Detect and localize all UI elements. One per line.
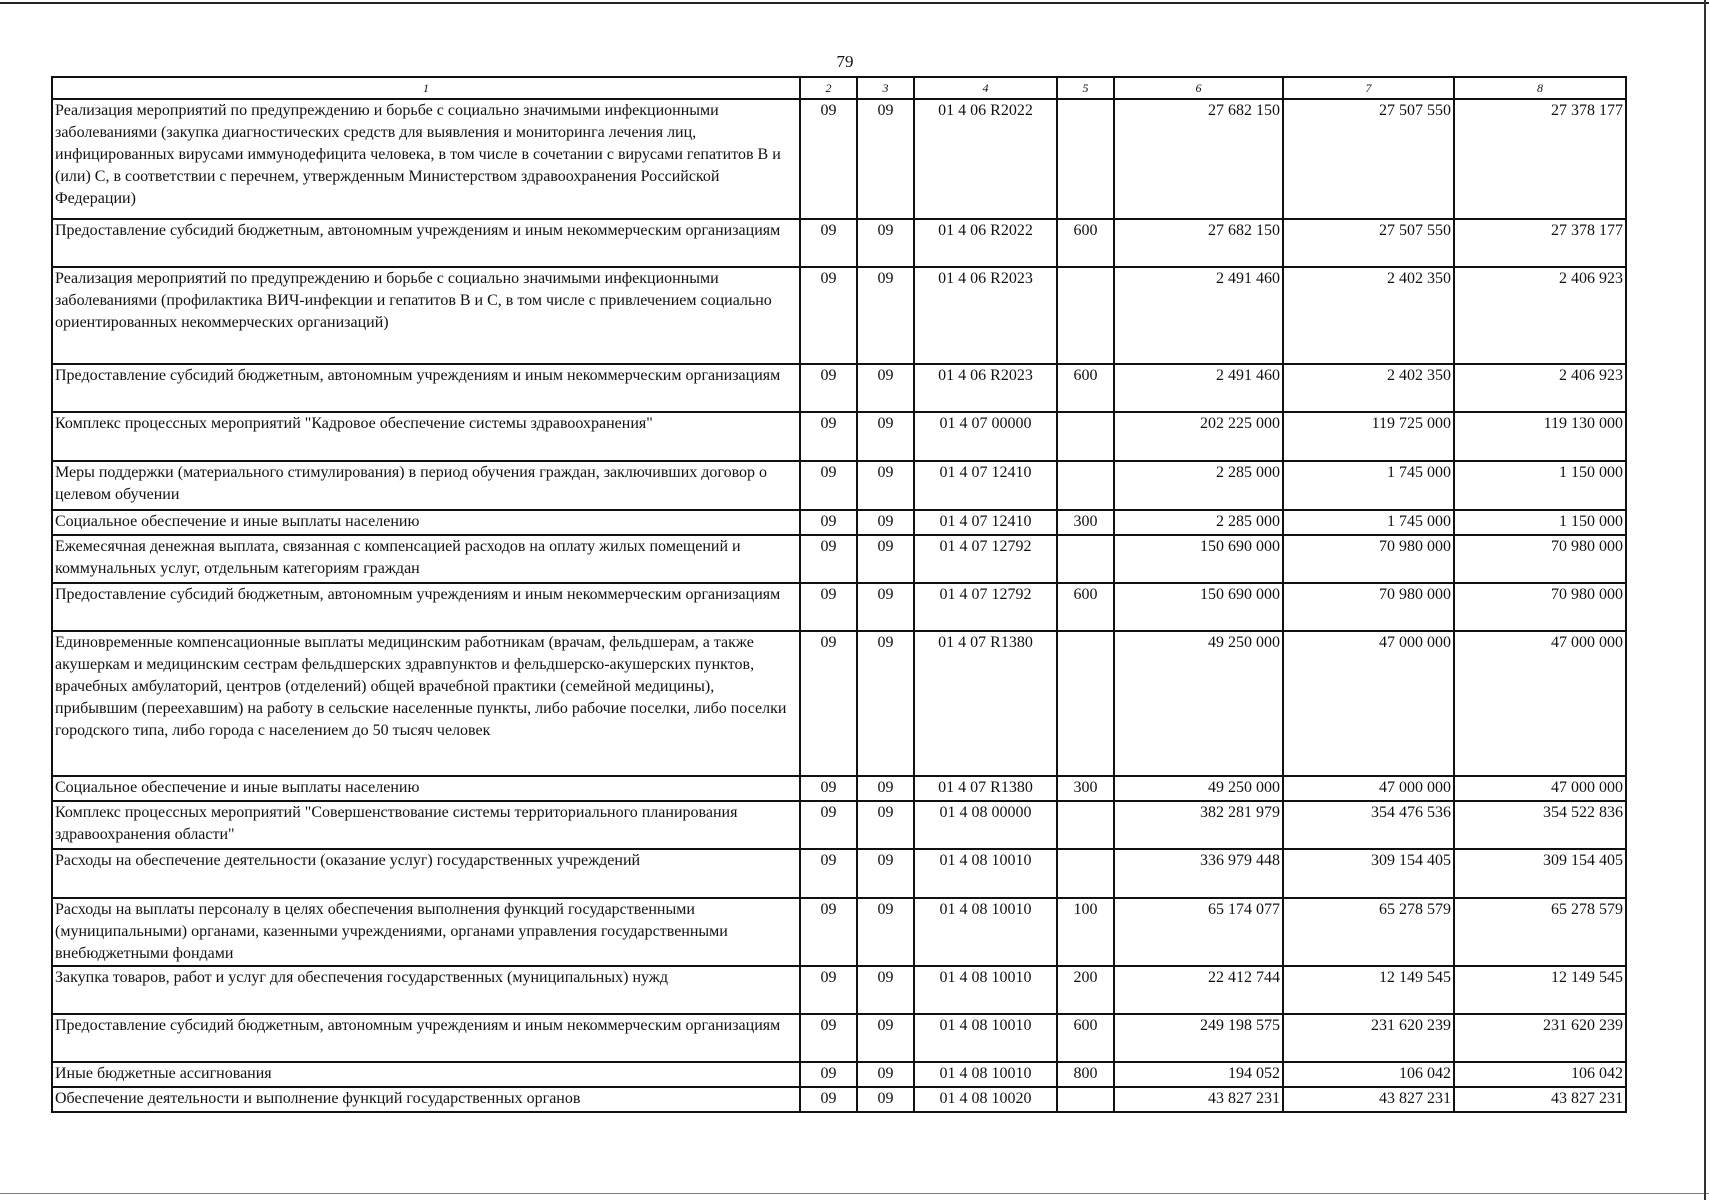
subsection-code-cell: 09	[857, 219, 914, 267]
row-name-cell: Расходы на выплаты персоналу в целях обеспечения выполнения функций государственными (муниципальными) органами, казенными учреждениями, органами управления государственными внебюджетными фондами	[52, 898, 800, 966]
section-code-cell: 09	[800, 631, 857, 776]
target-article-cell: 01 4 07 00000	[914, 412, 1057, 461]
row-name-cell: Обеспечение деятельности и выполнение функций государственных органов	[52, 1087, 800, 1112]
amount-year2-cell: 27 507 550	[1283, 219, 1454, 267]
section-code-cell: 09	[800, 364, 857, 412]
target-article-cell: 01 4 07 12410	[914, 510, 1057, 535]
column-header: 1	[52, 77, 800, 99]
row-name-cell: Социальное обеспечение и иные выплаты населению	[52, 510, 800, 535]
section-code-cell: 09	[800, 267, 857, 364]
row-name-cell: Комплекс процессных мероприятий "Совершенствование системы территориального планирования здравоохранения области"	[52, 801, 800, 849]
column-header: 5	[1057, 77, 1114, 99]
subsection-code-cell: 09	[857, 1014, 914, 1062]
amount-year1-cell: 2 285 000	[1114, 461, 1283, 510]
table-row	[52, 99, 1626, 219]
page-number: 79	[836, 52, 854, 71]
amount-year1-cell: 2 491 460	[1114, 267, 1283, 364]
section-code-cell: 09	[800, 99, 857, 219]
expense-type-cell	[1057, 849, 1114, 898]
table-row	[52, 1014, 1626, 1062]
target-article-cell: 01 4 06 R2023	[914, 267, 1057, 364]
amount-year3-cell: 65 278 579	[1454, 898, 1626, 966]
table-body	[52, 99, 1626, 1112]
amount-year2-cell: 1 745 000	[1283, 461, 1454, 510]
table-row	[52, 1062, 1626, 1087]
expense-type-cell: 300	[1057, 776, 1114, 801]
subsection-code-cell: 09	[857, 801, 914, 849]
amount-year3-cell: 27 378 177	[1454, 99, 1626, 219]
row-name-cell: Предоставление субсидий бюджетным, автономным учреждениям и иным некоммерческим организациям	[52, 1014, 800, 1062]
expense-type-cell: 100	[1057, 898, 1114, 966]
row-name-cell: Ежемесячная денежная выплата, связанная с компенсацией расходов на оплату жилых помещений и коммунальных услуг, отдельным категориям граждан	[52, 535, 800, 583]
subsection-code-cell: 09	[857, 1062, 914, 1087]
amount-year1-cell: 27 682 150	[1114, 99, 1283, 219]
amount-year1-cell: 194 052	[1114, 1062, 1283, 1087]
amount-year1-cell: 49 250 000	[1114, 631, 1283, 776]
subsection-code-cell: 09	[857, 966, 914, 1014]
row-name-cell: Предоставление субсидий бюджетным, автономным учреждениям и иным некоммерческим организациям	[52, 583, 800, 631]
amount-year1-cell: 150 690 000	[1114, 535, 1283, 583]
column-header: 3	[857, 77, 914, 99]
amount-year1-cell: 2 285 000	[1114, 510, 1283, 535]
target-article-cell: 01 4 07 12410	[914, 461, 1057, 510]
subsection-code-cell: 09	[857, 461, 914, 510]
page-right-border	[1704, 0, 1706, 1200]
subsection-code-cell: 09	[857, 583, 914, 631]
amount-year2-cell: 231 620 239	[1283, 1014, 1454, 1062]
subsection-code-cell: 09	[857, 631, 914, 776]
row-name-cell: Реализация мероприятий по предупреждению и борьбе с социально значимыми инфекционными заболеваниями (профилактика ВИЧ-инфекции и гепатитов В и С, в том числе с привлечением социально ориентированных некоммерческих организаций)	[52, 267, 800, 364]
amount-year2-cell: 27 507 550	[1283, 99, 1454, 219]
amount-year1-cell: 202 225 000	[1114, 412, 1283, 461]
expense-type-cell	[1057, 801, 1114, 849]
expense-type-cell: 800	[1057, 1062, 1114, 1087]
amount-year2-cell: 70 980 000	[1283, 535, 1454, 583]
column-header: 6	[1114, 77, 1283, 99]
subsection-code-cell: 09	[857, 535, 914, 583]
target-article-cell: 01 4 08 10020	[914, 1087, 1057, 1112]
table-row	[52, 219, 1626, 267]
page-bottom-border	[0, 1193, 1709, 1194]
amount-year3-cell: 231 620 239	[1454, 1014, 1626, 1062]
amount-year1-cell: 22 412 744	[1114, 966, 1283, 1014]
amount-year3-cell: 70 980 000	[1454, 583, 1626, 631]
budget-table	[51, 76, 1627, 1113]
amount-year3-cell: 12 149 545	[1454, 966, 1626, 1014]
expense-type-cell	[1057, 412, 1114, 461]
subsection-code-cell: 09	[857, 1087, 914, 1112]
amount-year3-cell: 2 406 923	[1454, 267, 1626, 364]
subsection-code-cell: 09	[857, 510, 914, 535]
section-code-cell: 09	[800, 1062, 857, 1087]
amount-year3-cell: 47 000 000	[1454, 631, 1626, 776]
amount-year1-cell: 43 827 231	[1114, 1087, 1283, 1112]
subsection-code-cell: 09	[857, 99, 914, 219]
section-code-cell: 09	[800, 898, 857, 966]
amount-year2-cell: 70 980 000	[1283, 583, 1454, 631]
section-code-cell: 09	[800, 461, 857, 510]
amount-year2-cell: 12 149 545	[1283, 966, 1454, 1014]
section-code-cell: 09	[800, 801, 857, 849]
expense-type-cell	[1057, 631, 1114, 776]
target-article-cell: 01 4 08 10010	[914, 1062, 1057, 1087]
table-row	[52, 510, 1626, 535]
amount-year2-cell: 1 745 000	[1283, 510, 1454, 535]
amount-year3-cell: 354 522 836	[1454, 801, 1626, 849]
amount-year3-cell: 119 130 000	[1454, 412, 1626, 461]
expense-type-cell	[1057, 267, 1114, 364]
amount-year3-cell: 27 378 177	[1454, 219, 1626, 267]
table-row	[52, 535, 1626, 583]
target-article-cell: 01 4 07 R1380	[914, 776, 1057, 801]
amount-year3-cell: 2 406 923	[1454, 364, 1626, 412]
amount-year2-cell: 106 042	[1283, 1062, 1454, 1087]
amount-year3-cell: 106 042	[1454, 1062, 1626, 1087]
table-row	[52, 966, 1626, 1014]
subsection-code-cell: 09	[857, 776, 914, 801]
target-article-cell: 01 4 08 10010	[914, 1014, 1057, 1062]
subsection-code-cell: 09	[857, 898, 914, 966]
table-row	[52, 631, 1626, 776]
amount-year3-cell: 43 827 231	[1454, 1087, 1626, 1112]
expense-type-cell: 600	[1057, 364, 1114, 412]
target-article-cell: 01 4 08 10010	[914, 849, 1057, 898]
amount-year1-cell: 2 491 460	[1114, 364, 1283, 412]
expense-type-cell	[1057, 461, 1114, 510]
amount-year3-cell: 47 000 000	[1454, 776, 1626, 801]
amount-year3-cell: 309 154 405	[1454, 849, 1626, 898]
amount-year1-cell: 382 281 979	[1114, 801, 1283, 849]
expense-type-cell: 200	[1057, 966, 1114, 1014]
row-name-cell: Закупка товаров, работ и услуг для обеспечения государственных (муниципальных) нужд	[52, 966, 800, 1014]
expense-type-cell: 300	[1057, 510, 1114, 535]
section-code-cell: 09	[800, 583, 857, 631]
table-row	[52, 801, 1626, 849]
section-code-cell: 09	[800, 510, 857, 535]
expense-type-cell	[1057, 1087, 1114, 1112]
row-name-cell: Иные бюджетные ассигнования	[52, 1062, 800, 1087]
target-article-cell: 01 4 08 00000	[914, 801, 1057, 849]
target-article-cell: 01 4 07 R1380	[914, 631, 1057, 776]
table-row	[52, 849, 1626, 898]
amount-year2-cell: 47 000 000	[1283, 776, 1454, 801]
row-name-cell: Предоставление субсидий бюджетным, автономным учреждениям и иным некоммерческим организациям	[52, 219, 800, 267]
row-name-cell: Реализация мероприятий по предупреждению и борьбе с социально значимыми инфекционными заболеваниями (закупка диагностических средств для выявления и мониторинга лечения лиц, инфицированных вирусами иммунодефицита человека, в том числе в сочетании с вирусами гепатитов В и (или) С, в соответствии с перечнем, утвержденным Министерством здравоохранения Российской Федерации)	[52, 99, 800, 219]
amount-year3-cell: 70 980 000	[1454, 535, 1626, 583]
amount-year2-cell: 354 476 536	[1283, 801, 1454, 849]
section-code-cell: 09	[800, 219, 857, 267]
row-name-cell: Меры поддержки (материального стимулирования) в период обучения граждан, заключивших договор о целевом обучении	[52, 461, 800, 510]
section-code-cell: 09	[800, 776, 857, 801]
amount-year3-cell: 1 150 000	[1454, 510, 1626, 535]
target-article-cell: 01 4 06 R2022	[914, 99, 1057, 219]
amount-year2-cell: 2 402 350	[1283, 364, 1454, 412]
section-code-cell: 09	[800, 412, 857, 461]
subsection-code-cell: 09	[857, 267, 914, 364]
section-code-cell: 09	[800, 849, 857, 898]
table-row	[52, 1087, 1626, 1112]
subsection-code-cell: 09	[857, 412, 914, 461]
amount-year1-cell: 336 979 448	[1114, 849, 1283, 898]
expense-type-cell: 600	[1057, 219, 1114, 267]
table-row	[52, 583, 1626, 631]
amount-year2-cell: 47 000 000	[1283, 631, 1454, 776]
row-name-cell: Комплекс процессных мероприятий "Кадровое обеспечение системы здравоохранения"	[52, 412, 800, 461]
table-row	[52, 776, 1626, 801]
section-code-cell: 09	[800, 1014, 857, 1062]
amount-year1-cell: 249 198 575	[1114, 1014, 1283, 1062]
target-article-cell: 01 4 08 10010	[914, 898, 1057, 966]
table-row	[52, 412, 1626, 461]
table-row	[52, 364, 1626, 412]
subsection-code-cell: 09	[857, 849, 914, 898]
section-code-cell: 09	[800, 535, 857, 583]
amount-year2-cell: 43 827 231	[1283, 1087, 1454, 1112]
table-row	[52, 898, 1626, 966]
table-row	[52, 461, 1626, 510]
column-header: 4	[914, 77, 1057, 99]
expense-type-cell: 600	[1057, 583, 1114, 631]
amount-year2-cell: 119 725 000	[1283, 412, 1454, 461]
row-name-cell: Предоставление субсидий бюджетным, автономным учреждениям и иным некоммерческим организациям	[52, 364, 800, 412]
amount-year2-cell: 2 402 350	[1283, 267, 1454, 364]
expense-type-cell	[1057, 99, 1114, 219]
amount-year3-cell: 1 150 000	[1454, 461, 1626, 510]
section-code-cell: 09	[800, 1087, 857, 1112]
amount-year1-cell: 65 174 077	[1114, 898, 1283, 966]
amount-year2-cell: 309 154 405	[1283, 849, 1454, 898]
page-top-border	[0, 2, 1709, 4]
column-header: 8	[1454, 77, 1626, 99]
expense-type-cell	[1057, 535, 1114, 583]
row-name-cell: Единовременные компенсационные выплаты медицинским работникам (врачам, фельдшерам, а также акушеркам и медицинским сестрам фельдшерских здравпунктов и фельдшерско-акушерских пунктов, врачебных амбулаторий, центров (отделений) общей врачебной практики (семейной медицины), прибывшим (переехавшим) на работу в сельские населенные пункты, либо рабочие поселки, либо поселки городского типа, либо города с населением до 50 тысяч человек	[52, 631, 800, 776]
expense-type-cell: 600	[1057, 1014, 1114, 1062]
row-name-cell: Расходы на обеспечение деятельности (оказание услуг) государственных учреждений	[52, 849, 800, 898]
target-article-cell: 01 4 06 R2023	[914, 364, 1057, 412]
table-header-row	[52, 77, 1626, 99]
subsection-code-cell: 09	[857, 364, 914, 412]
target-article-cell: 01 4 07 12792	[914, 583, 1057, 631]
section-code-cell: 09	[800, 966, 857, 1014]
target-article-cell: 01 4 07 12792	[914, 535, 1057, 583]
amount-year1-cell: 150 690 000	[1114, 583, 1283, 631]
amount-year2-cell: 65 278 579	[1283, 898, 1454, 966]
amount-year1-cell: 49 250 000	[1114, 776, 1283, 801]
target-article-cell: 01 4 08 10010	[914, 966, 1057, 1014]
target-article-cell: 01 4 06 R2022	[914, 219, 1057, 267]
amount-year1-cell: 27 682 150	[1114, 219, 1283, 267]
row-name-cell: Социальное обеспечение и иные выплаты населению	[52, 776, 800, 801]
column-header: 7	[1283, 77, 1454, 99]
column-header: 2	[800, 77, 857, 99]
table-row	[52, 267, 1626, 364]
